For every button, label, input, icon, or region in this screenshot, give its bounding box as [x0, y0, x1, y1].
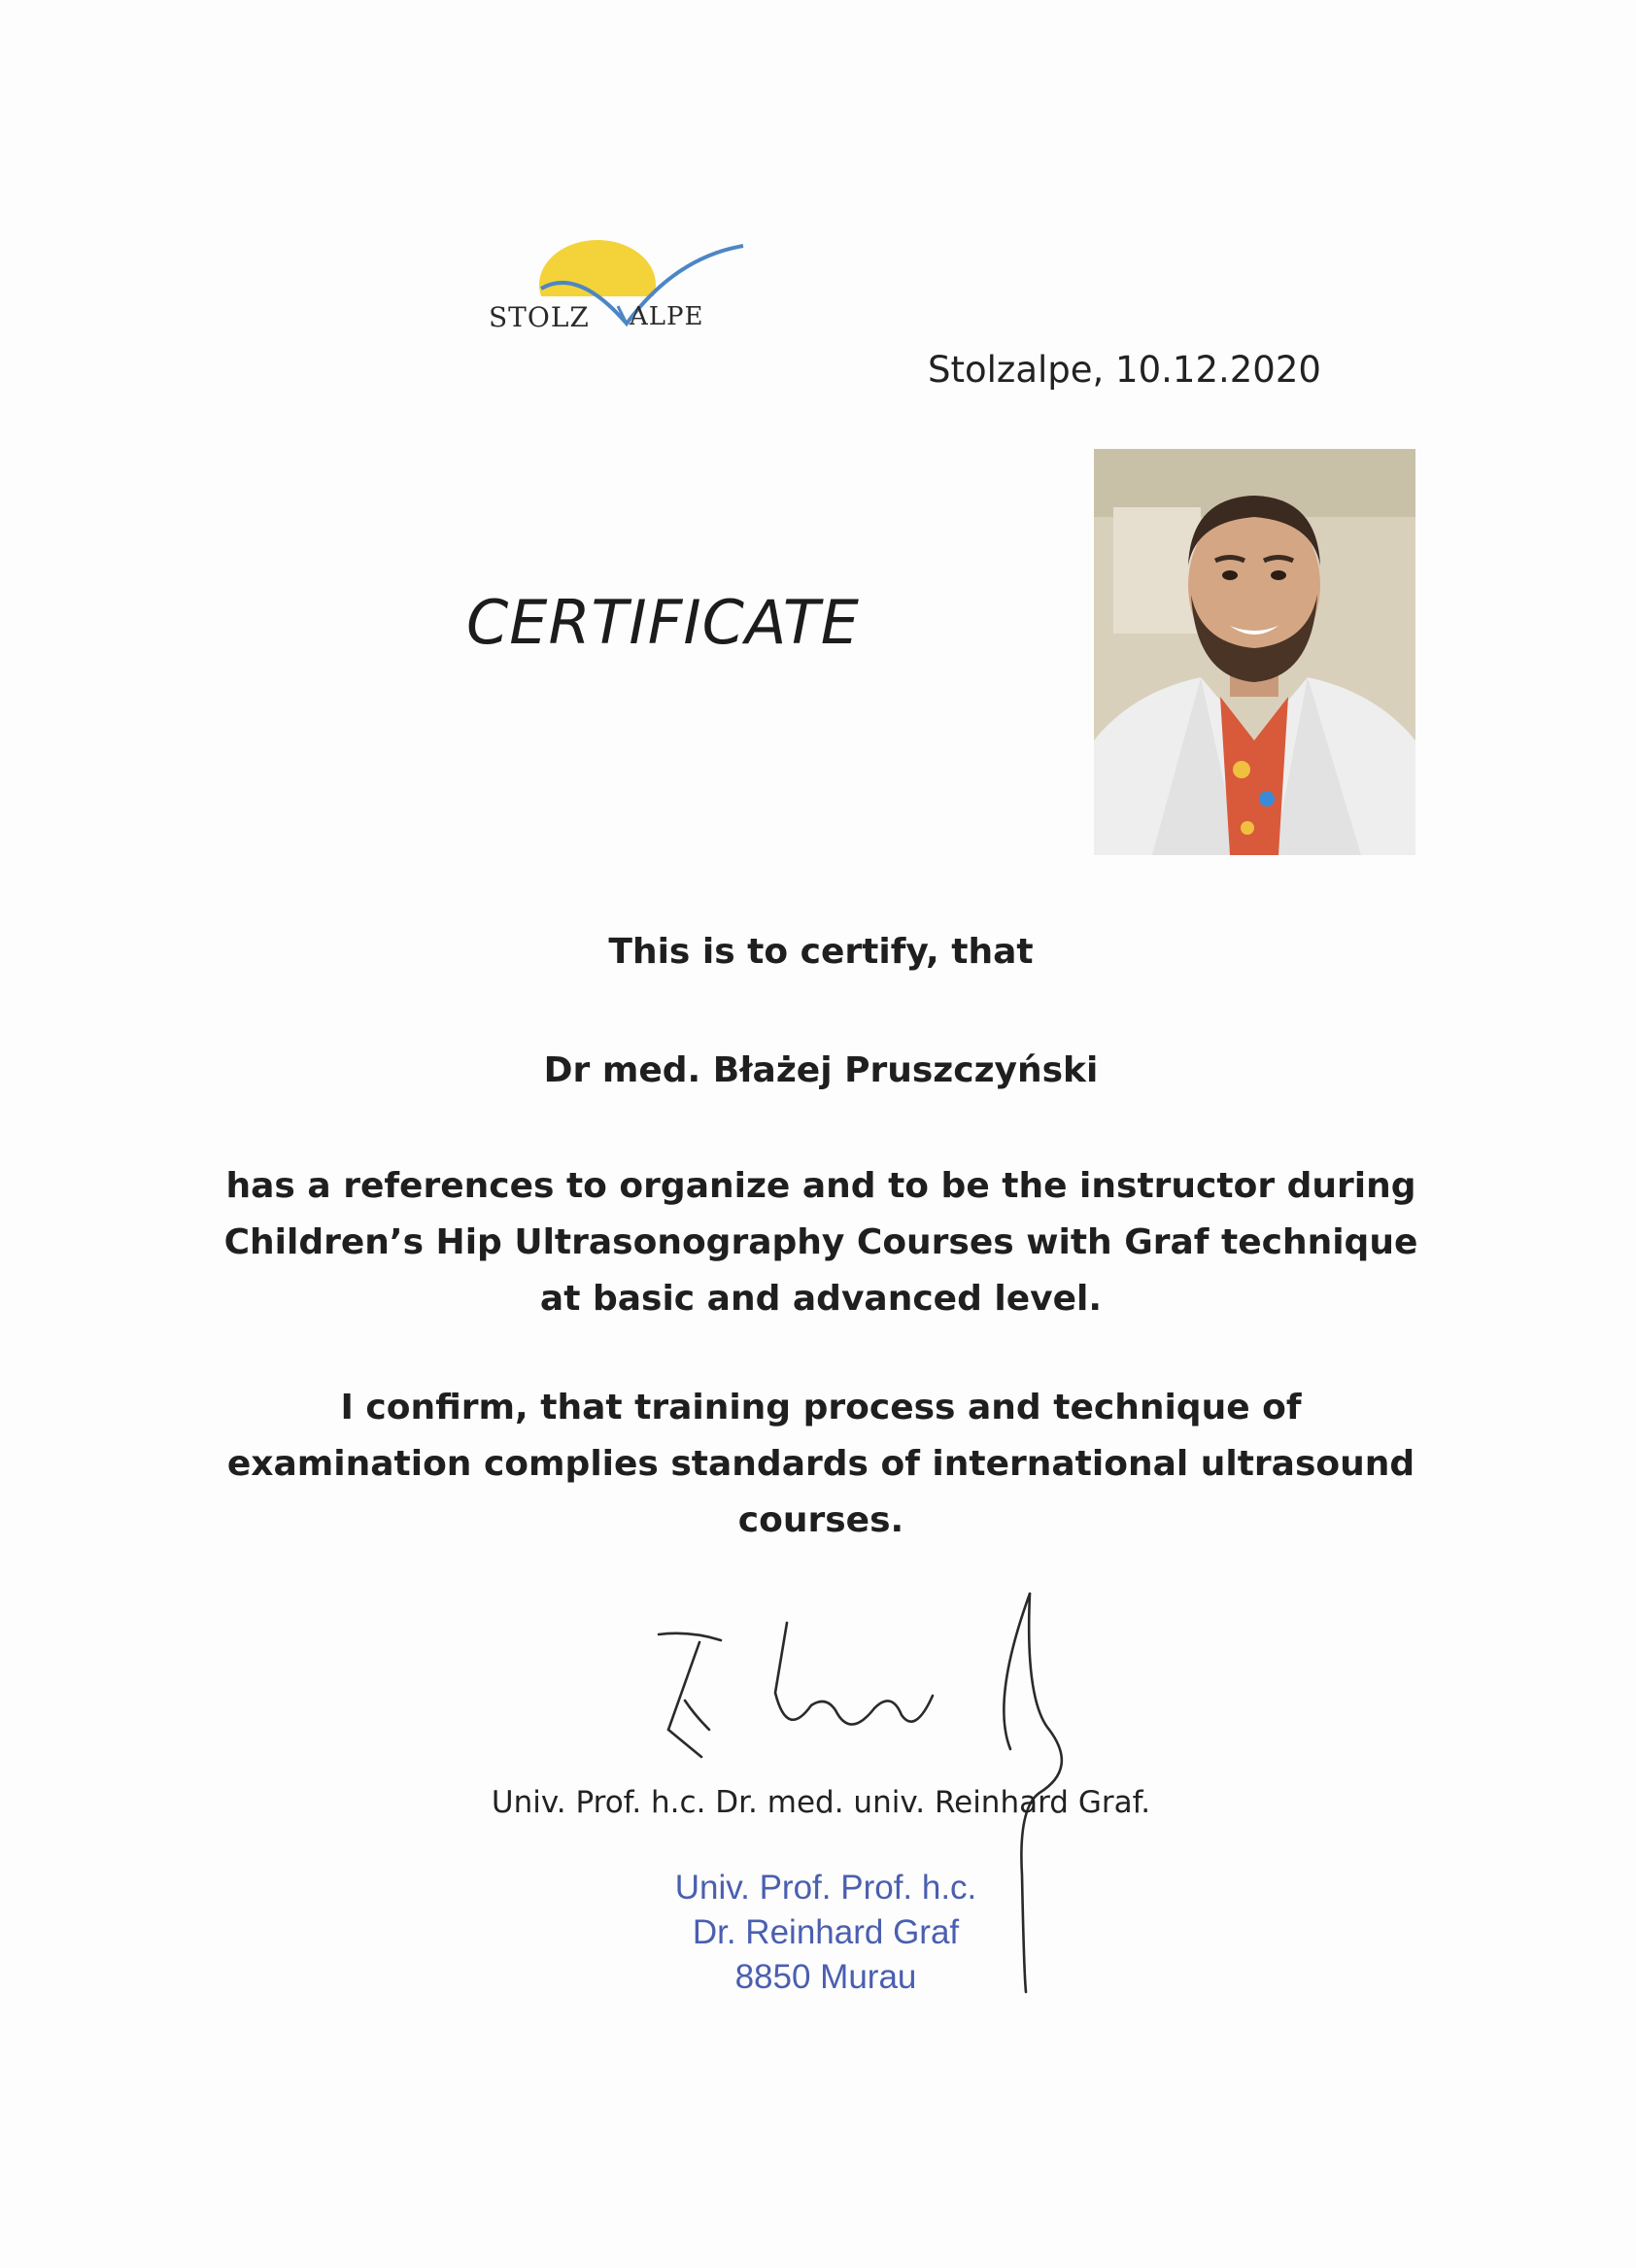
reference-line: Children’s Hip Ultrasonography Courses with Graf technique [223, 1222, 1418, 1262]
intro-text [155, 931, 1486, 974]
reference-line: has a references to organize and to be the instructor during [225, 1166, 1416, 1206]
stamp-line: 8850 Murau [734, 1958, 917, 1996]
reference-line: at basic and advanced level. [539, 1279, 1103, 1319]
confirmation-paragraph [155, 1380, 1486, 1549]
stamp-line: Dr. Reinhard Graf [692, 1913, 960, 1951]
certificate-title: CERTIFICATE [466, 587, 860, 658]
signatory-name: Univ. Prof. h.c. Dr. med. univ. Reinhard Graf. [491, 1785, 1151, 1820]
logo-text-left: STOLZ [489, 301, 590, 333]
recipient-block [155, 1049, 1486, 1092]
stolzalpe-logo [481, 228, 753, 345]
intro-line: This is to certify, that [608, 932, 1034, 972]
official-stamp [622, 1866, 1030, 2000]
confirmation-line: courses. [737, 1500, 904, 1540]
reference-paragraph [155, 1158, 1486, 1327]
portrait-photo [1094, 449, 1415, 855]
confirmation-line: I confirm, that training process and technique of [340, 1388, 1302, 1427]
confirmation-line: examination complies standards of international ultrasound [226, 1444, 1415, 1484]
recipient-name: Dr med. Błażej Pruszczyński [543, 1050, 1099, 1090]
portrait-image [1094, 449, 1415, 855]
date-line: Stolzalpe, 10.12.2020 [928, 349, 1321, 391]
stamp-line: Univ. Prof. Prof. h.c. [674, 1869, 977, 1907]
logo-text-right: ALPE [630, 302, 704, 331]
